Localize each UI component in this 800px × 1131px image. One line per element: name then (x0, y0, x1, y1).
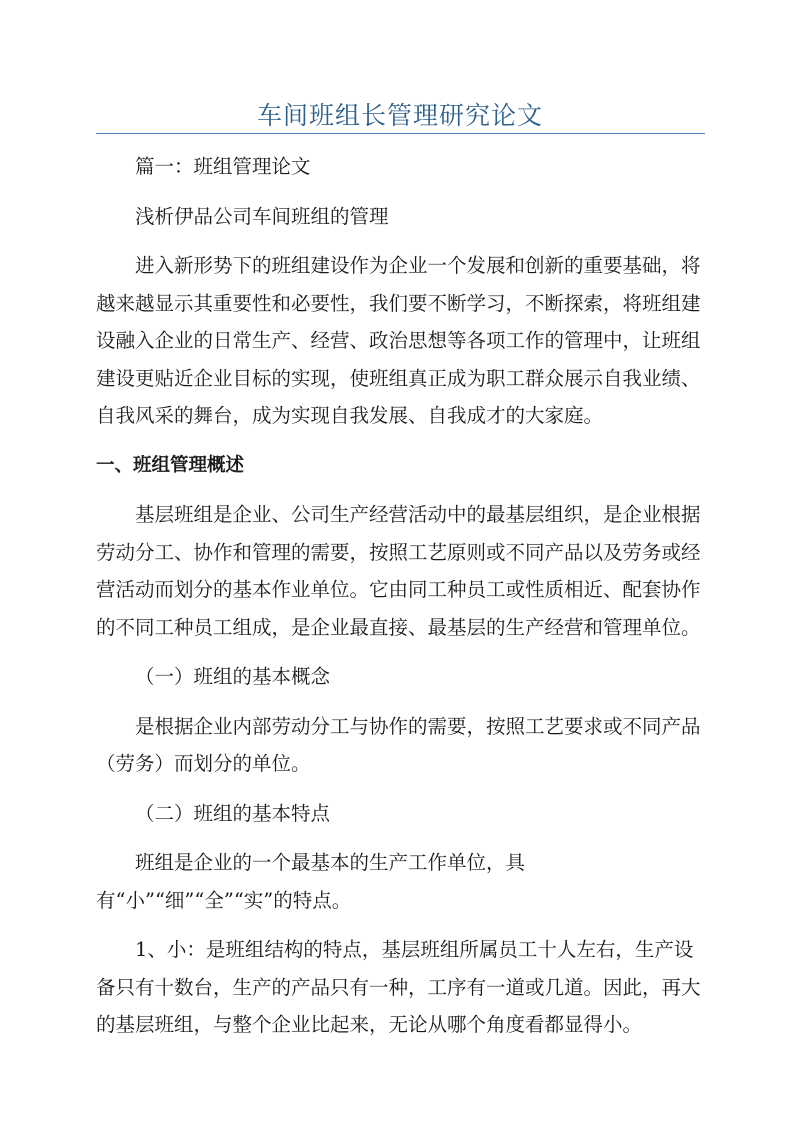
subsection-paragraph: 班组是企业的一个最基本的生产工作单位，具有“小”“细”“全”“实”的特点。 (96, 851, 526, 912)
document-title: 车间班组长管理研究论文 (256, 101, 543, 130)
section-heading: 一、班组管理概述 (96, 454, 245, 476)
title-underline (96, 133, 705, 134)
subtitle: 篇一：班组管理论文 (135, 155, 311, 178)
intro-paragraph: 进入新形势下的班组建设作为企业一个发展和创新的重要基础，将越来越显示其重要性和必要性，我们要不断学习，不断探索，将班组建设融入企业的日常生产、经营、政治思想等各项工作的管理中，让班组建设更贴近企业目标的实现，使班组真正成为职工群众展示自我业绩、自我风采的舞台，成为实现自我发展、自我成才的大家庭。 (96, 254, 701, 427)
document-body (96, 148, 704, 1044)
section-paragraph: 基层班组是企业、公司生产经营活动中的最基层组织，是企业根据劳动分工、协作和管理的需要，按照工艺原则或不同产品以及劳务或经营活动而划分的基本作业单位。它由同工种员工或性质相近、配套协作的不同工种员工组成，是企业最直接、最基层的生产经营和管理单位。 (96, 503, 701, 639)
point-paragraph: 1、小：是班组结构的特点，基层班组所属员工十人左右，生产设备只有十数台，生产的产品只有一种，工序有一道或几道。因此，再大的基层班组，与整个企业比起来，无论从哪个角度看都显得小。 (96, 938, 701, 1036)
subsection-paragraph: 是根据企业内部劳动分工与协作的需要，按照工艺要求或不同产品（劳务）而划分的单位。 (96, 714, 701, 775)
article-title: 浅析伊品公司车间班组的管理 (135, 204, 389, 228)
subsection-heading: （二）班组的基本特点 (135, 801, 331, 825)
subsection-heading: （一）班组的基本概念 (135, 665, 331, 688)
